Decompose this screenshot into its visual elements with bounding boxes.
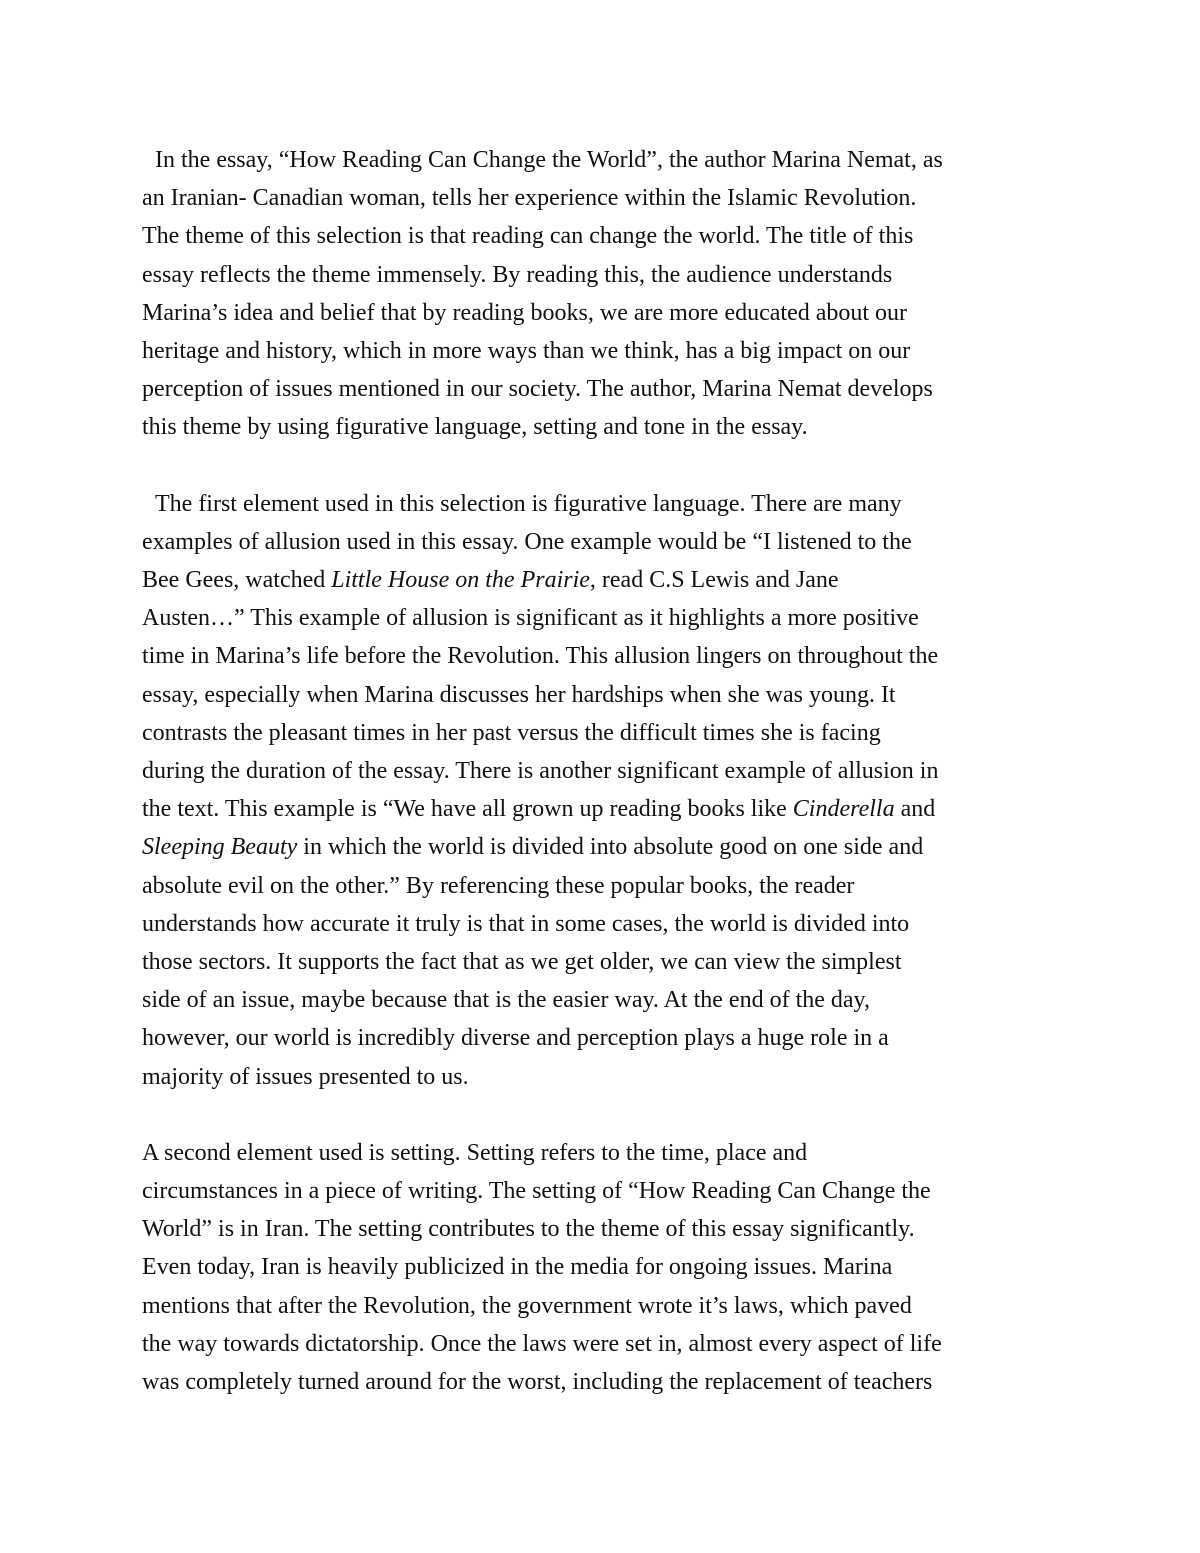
text-line	[142, 637, 1072, 675]
text-line	[142, 1210, 1072, 1248]
text-line	[142, 1134, 1072, 1172]
text-run: Marina’s idea and belief that by reading books, we are more educated about our	[142, 299, 908, 326]
text-run: essay reflects the theme immensely. By reading this, the audience understands	[142, 261, 893, 288]
text-line	[142, 905, 1072, 943]
text-line	[142, 408, 1072, 446]
text-run: in which the world is divided into absolute good on one side and	[297, 834, 924, 861]
text-run: Even today, Iran is heavily publicized in the media for ongoing issues. Marina	[142, 1254, 893, 1281]
text-line	[142, 943, 1072, 981]
text-line	[142, 752, 1072, 790]
italic-title-text: Little House on the Prairie	[331, 567, 590, 594]
text-run: The first element used in this selection is figurative language. There are many	[155, 490, 902, 517]
text-line	[142, 676, 1072, 714]
text-line	[142, 1172, 1072, 1210]
text-run: side of an issue, maybe because that is the easier way. At the end of the day,	[142, 987, 870, 1014]
essay-body	[142, 141, 1072, 1401]
paragraph-2	[142, 485, 1072, 1096]
text-line	[142, 523, 1072, 561]
text-run: the text. This example is “We have all grown up reading books like	[142, 796, 793, 823]
text-run: the way towards dictatorship. Once the laws were set in, almost every aspect of life	[142, 1330, 942, 1357]
text-run: A second element used is setting. Setting refers to the time, place and	[142, 1139, 808, 1166]
text-line	[142, 1325, 1072, 1363]
text-line	[142, 790, 1072, 828]
text-run: an Iranian- Canadian woman, tells her experience within the Islamic Revolution.	[142, 185, 917, 212]
text-line	[142, 179, 1072, 217]
text-run: during the duration of the essay. There is another significant example of allusion in	[142, 758, 939, 784]
text-run: perception of issues mentioned in our society. The author, Marina Nemat develops	[142, 376, 933, 403]
text-line	[142, 1363, 1072, 1401]
paragraph-gap	[142, 447, 1072, 485]
text-run: however, our world is incredibly diverse and perception plays a huge role in a	[142, 1025, 889, 1052]
text-line	[142, 1019, 1072, 1057]
text-run: Bee Gees, watched	[142, 567, 332, 594]
text-line	[142, 370, 1072, 408]
text-line	[142, 867, 1072, 905]
text-line	[142, 561, 1072, 599]
text-line	[142, 294, 1072, 332]
text-run: mentions that after the Revolution, the government wrote it’s laws, which paved	[142, 1292, 912, 1319]
text-run: essay, especially when Marina discusses her hardships when she was young. It	[142, 681, 896, 708]
text-line	[142, 1058, 1072, 1096]
text-line	[142, 256, 1072, 294]
text-run: The theme of this selection is that reading can change the world. The title of this	[142, 223, 914, 250]
text-line	[142, 981, 1072, 1019]
italic-title-text: Sleeping Beauty	[142, 834, 298, 861]
text-run: examples of allusion used in this essay. One example would be “I listened to the	[142, 528, 912, 555]
text-run: contrasts the pleasant times in her past versus the difficult times she is facing	[142, 719, 881, 746]
text-run: and	[894, 796, 936, 823]
text-run: majority of issues presented to us.	[142, 1063, 469, 1090]
paragraph-1	[142, 141, 1072, 447]
text-run: absolute evil on the other.” By referencing these popular books, the reader	[142, 872, 855, 899]
italic-title-text: Cinderella	[792, 796, 895, 823]
text-run: time in Marina’s life before the Revolution. This allusion lingers on throughout the	[142, 643, 939, 670]
text-line	[142, 599, 1072, 637]
text-run: , read C.S Lewis and Jane	[589, 567, 839, 594]
text-run: Austen…” This example of allusion is significant as it highlights a more positive	[142, 605, 919, 632]
text-run: this theme by using figurative language, setting and tone in the essay.	[142, 414, 808, 441]
text-line	[142, 1248, 1072, 1286]
text-run: World” is in Iran. The setting contributes to the theme of this essay significantly.	[142, 1216, 915, 1243]
text-line	[142, 217, 1072, 255]
text-run: was completely turned around for the worst, including the replacement of teachers	[142, 1369, 933, 1395]
paragraph-gap	[142, 1096, 1072, 1134]
text-run: understands how accurate it truly is that in some cases, the world is divided into	[142, 910, 910, 937]
text-line	[142, 332, 1072, 370]
text-line	[142, 141, 1072, 179]
text-run: heritage and history, which in more ways than we think, has a big impact on our	[142, 337, 911, 364]
text-run: circumstances in a piece of writing. The setting of “How Reading Can Change the	[142, 1178, 931, 1205]
text-run: In the essay, “How Reading Can Change the World”, the author Marina Nemat, as	[155, 147, 943, 173]
text-run: those sectors. It supports the fact that as we get older, we can view the simplest	[142, 948, 902, 975]
text-line	[142, 714, 1072, 752]
text-line	[142, 828, 1072, 866]
paragraph-3	[142, 1134, 1072, 1401]
text-line	[142, 485, 1072, 523]
text-line	[142, 1287, 1072, 1325]
